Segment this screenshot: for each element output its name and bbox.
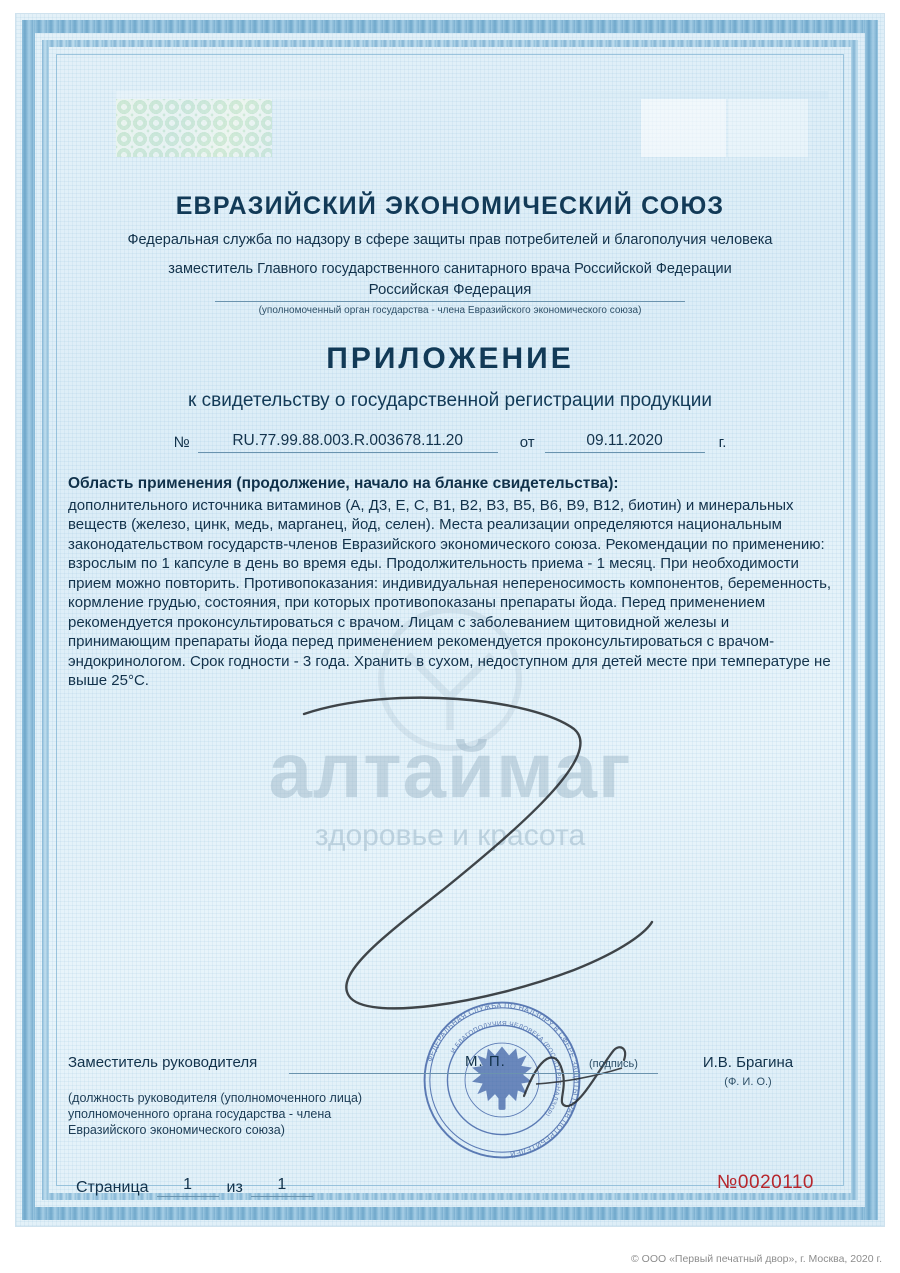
page-title: ЕВРАЗИЙСКИЙ ЭКОНОМИЧЕСКИЙ СОЮЗ bbox=[175, 192, 725, 220]
number-label: № bbox=[173, 433, 190, 451]
section-body-text: дополнительного источника витаминов (А, Д3, Е, С, В1, В2, В3, В5, В6, В9, В12, биотин) и минеральных веществ (железо, цинк, медь, марганец, йод, селен). Места реализации определяются национальным законодательством государств-членов Евразийского экономического союза. Рекомендации по применению: взрослым по 1 капсуле в день во время еды. Продолжительность приема - 1 месяц. При необходимости прием можно повторить. Противопоказания: индивидуальная непереносимость компонентов, беременность, кормление грудью, состояния, при которых противопоказаны препараты йода. Перед применением рекомендуется проконсультироваться с врачом. Лицам с заболеванием щитовидной железы и принимающим препараты йода перед применением рекомендуется проконсультироваться с врачом-эндокринологом. Срок годности - 3 года. Хранить в сухом, недоступном для детей месте при температуре не выше 25°C. bbox=[68, 496, 832, 690]
svg-text:И БЛАГОПОЛУЧИЯ ЧЕЛОВЕКА (РОСПО: И БЛАГОПОЛУЧИЯ ЧЕЛОВЕКА (РОСПОТРЕБНАДЗОР) bbox=[449, 1020, 562, 1118]
position-caption: (должность руководителя (уполномоченного лица) уполномоченного органа государства - члена Евразийского экономического союза) bbox=[68, 1091, 363, 1137]
authority-line-2: заместитель Главного государственного санитарного врача Российской Федерации bbox=[168, 261, 732, 278]
signature-row bbox=[68, 1054, 832, 1074]
serial-number: №0020110 bbox=[717, 1172, 814, 1193]
country-underline bbox=[215, 301, 685, 302]
signer-position: Заместитель руководителя bbox=[68, 1054, 258, 1071]
date-label: от bbox=[519, 433, 535, 451]
section-title: Область применения (продолжение, начало на бланке свидетельства): bbox=[68, 474, 619, 492]
svg-text:ФЕДЕРАЛЬНАЯ СЛУЖБА ПО НАДЗОРУ: ФЕДЕРАЛЬНАЯ СЛУЖБА ПО НАДЗОРУ В СФЕРЕ ЗАЩИТЫ ПРАВ ПОТРЕБИТЕЛЕЙ bbox=[425, 1000, 582, 1159]
signature-caption: (подпись) bbox=[589, 1058, 638, 1070]
document-type-heading: ПРИЛОЖЕНИЕ bbox=[326, 341, 574, 375]
signer-name: И.В. Брагина bbox=[702, 1054, 794, 1071]
registration-date-value: 09.11.2020 bbox=[545, 432, 705, 453]
page-total: 1 bbox=[251, 1176, 313, 1197]
of-label: из bbox=[226, 1179, 243, 1196]
document-subtitle: к свидетельству о государственной регистрации продукции bbox=[188, 389, 712, 411]
stamp-place-label: М. П. bbox=[465, 1053, 506, 1070]
page-current: 1 bbox=[157, 1176, 219, 1197]
country-name: Российская Федерация bbox=[368, 280, 532, 298]
signature-block bbox=[68, 1054, 832, 1138]
authority-line-1: Федеральная служба по надзору в сфере защиты прав потребителей и благополучия человека bbox=[127, 232, 773, 248]
watermark-brand: алтаймаг bbox=[268, 726, 632, 814]
watermark-tagline: здоровье и красота bbox=[314, 819, 586, 852]
certificate-sheet bbox=[16, 14, 884, 1226]
document-body bbox=[68, 70, 832, 691]
authority-caption: (уполномоченный орган государства - члена Евразийского экономического союза) bbox=[258, 304, 642, 316]
signature-line bbox=[289, 1054, 658, 1074]
printer-note: © ООО «Первый печатный двор», г. Москва, 2020 г. bbox=[631, 1253, 882, 1265]
page-label: Страница bbox=[76, 1179, 149, 1196]
year-suffix: г. bbox=[718, 433, 727, 451]
registration-number-row bbox=[68, 432, 832, 453]
fio-caption: (Ф. И. О.) bbox=[724, 1076, 772, 1088]
pagination bbox=[76, 1176, 321, 1197]
registration-number-value: RU.77.99.88.003.R.003678.11.20 bbox=[198, 432, 498, 453]
